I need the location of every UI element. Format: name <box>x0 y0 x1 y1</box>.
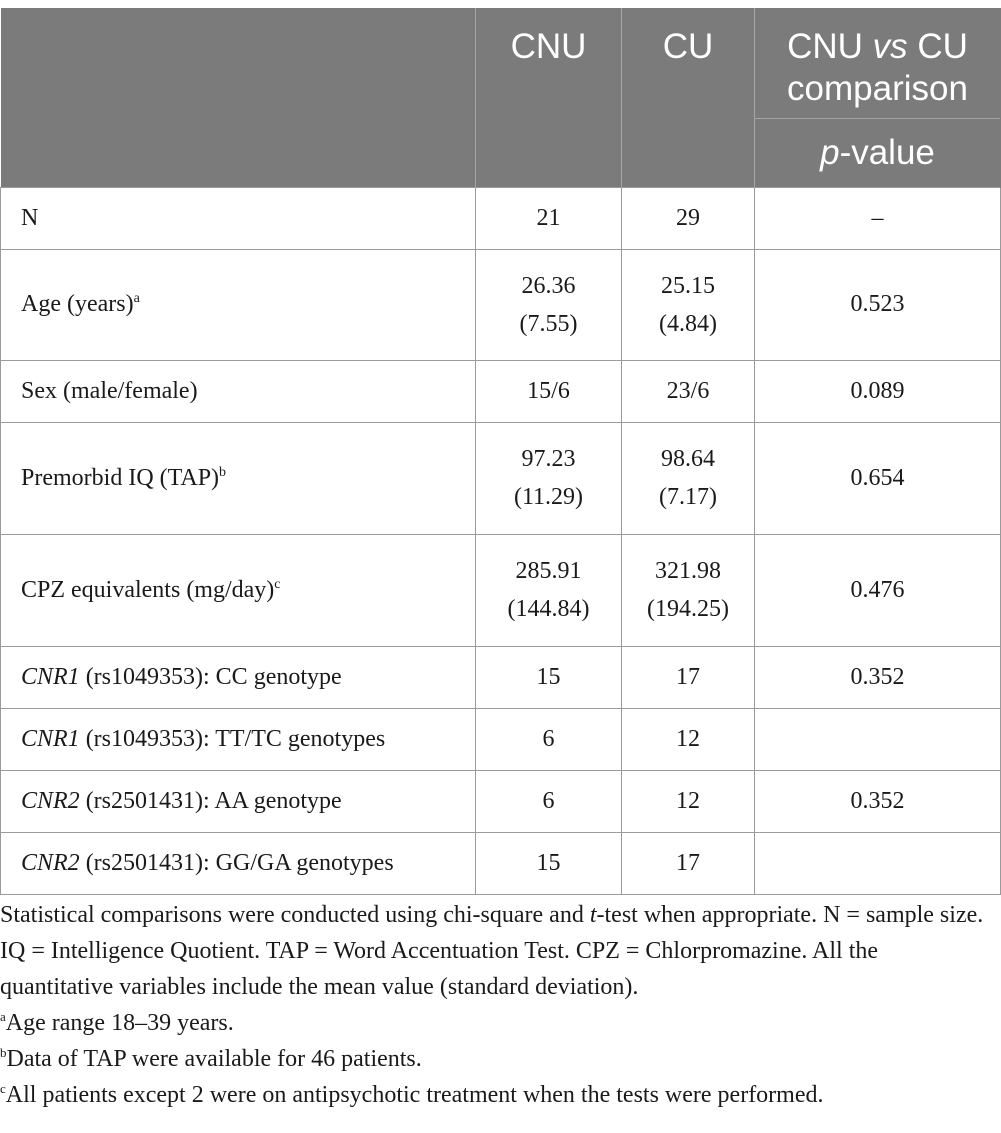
cnu-sd: (7.55) <box>519 310 578 337</box>
row-label <box>1 422 476 534</box>
table-body <box>1 187 1001 894</box>
cu-sd: (194.25) <box>647 596 729 622</box>
cu-mean: 25.15 <box>661 272 715 299</box>
cnu-sd: (144.84) <box>507 596 590 622</box>
footnote-a-text: Age range 18–39 years. <box>5 1010 234 1036</box>
cu-value: 17 <box>622 646 755 708</box>
cu-mean: 321.98 <box>655 558 721 584</box>
row-label-text: (rs2501431): GG/GA genotypes <box>79 849 394 876</box>
row-label <box>1 249 476 360</box>
table-row <box>1 708 1001 770</box>
row-label: N <box>1 187 476 249</box>
row-label-text: (rs2501431): AA genotype <box>79 787 342 814</box>
cnu-value: 15 <box>476 646 622 708</box>
row-label <box>1 534 476 646</box>
header-pvalue-p: p <box>820 132 840 172</box>
cu-value: 12 <box>622 770 755 832</box>
table-row <box>1 422 1001 534</box>
table-row <box>1 832 1001 894</box>
table-header <box>1 8 1001 187</box>
cu-value: 29 <box>622 187 755 249</box>
header-comparison-vs: vs <box>872 27 908 66</box>
cu-sd: (7.17) <box>659 484 717 510</box>
p-value <box>755 832 1001 894</box>
row-label-text: Premorbid IQ (TAP) <box>21 464 220 491</box>
row-label-text: CPZ equivalents (mg/day) <box>21 576 275 603</box>
cnu-sd: (11.29) <box>513 484 584 510</box>
cu-value <box>622 249 755 360</box>
p-value: 0.523 <box>755 249 1001 360</box>
table-row <box>1 187 1001 249</box>
row-label <box>1 708 476 770</box>
cnu-value: 15 <box>476 832 622 894</box>
demographics-table <box>0 8 1001 895</box>
header-comparison-part-a: CNU <box>787 27 873 66</box>
header-pvalue-rest: -value <box>839 132 935 172</box>
table-row <box>1 770 1001 832</box>
gene-name: CNR1 <box>21 663 80 690</box>
gene-name: CNR2 <box>21 849 80 876</box>
cnu-value <box>476 249 622 360</box>
cu-value: 12 <box>622 708 755 770</box>
p-value: 0.089 <box>755 360 1001 422</box>
p-value <box>755 708 1001 770</box>
footnote-marker: c <box>274 576 281 592</box>
p-value: 0.476 <box>755 534 1001 646</box>
cnu-value: 6 <box>476 708 622 770</box>
row-label-text: Age (years) <box>21 291 134 317</box>
table-row <box>1 249 1001 360</box>
row-label <box>1 646 476 708</box>
header-cu: CU <box>622 8 755 187</box>
row-label-text: (rs1049353): TT/TC genotypes <box>79 725 386 752</box>
table-footnotes <box>0 897 990 1113</box>
table-wrapper <box>0 8 1001 895</box>
footnote-marker: b <box>219 464 227 480</box>
footnote-main-part-b: -test when appropriate. N = sample size. IQ = Intelligence Quotient. TAP = Word Accentuation Test. CPZ = Chlorpromazine. All the quantitative variables include the mean value (standard deviation). <box>0 902 984 1000</box>
p-value: – <box>755 187 1001 249</box>
row-label: Sex (male/female) <box>1 360 476 422</box>
footnote-b <box>0 1041 990 1077</box>
gene-name: CNR1 <box>21 725 80 752</box>
row-label <box>1 832 476 894</box>
cnu-mean: 285.91 <box>515 558 582 584</box>
row-label-text: (rs1049353): CC genotype <box>79 663 342 690</box>
footnote-main-part-a: Statistical comparisons were conducted using chi-square and <box>0 902 590 928</box>
p-value: 0.352 <box>755 770 1001 832</box>
cnu-mean: 26.36 <box>521 272 576 299</box>
table-row <box>1 646 1001 708</box>
footnote-c-marker: c <box>0 1081 6 1096</box>
header-comparison-part-b: CU comparison <box>787 27 968 108</box>
cu-value <box>622 534 755 646</box>
footnote-c <box>0 1077 990 1113</box>
header-empty-cell <box>1 8 476 187</box>
cu-sd: (4.84) <box>659 310 717 337</box>
cnu-value: 21 <box>476 187 622 249</box>
footnote-a-marker: a <box>0 1009 6 1024</box>
cnu-mean: 97.23 <box>521 446 576 472</box>
footnote-a <box>0 1005 990 1041</box>
footnote-main-t: t <box>589 902 597 928</box>
cnu-value: 6 <box>476 770 622 832</box>
footnote-main <box>0 897 990 1005</box>
cnu-value: 15/6 <box>476 360 622 422</box>
table-row <box>1 360 1001 422</box>
header-pvalue <box>755 118 1001 187</box>
cnu-value <box>476 422 622 534</box>
cu-value: 17 <box>622 832 755 894</box>
p-value: 0.352 <box>755 646 1001 708</box>
cu-value <box>622 422 755 534</box>
p-value: 0.654 <box>755 422 1001 534</box>
footnote-b-marker: b <box>0 1045 7 1060</box>
header-comparison <box>755 8 1001 118</box>
table-row <box>1 534 1001 646</box>
footnote-marker: a <box>133 291 140 306</box>
row-label <box>1 770 476 832</box>
cu-value: 23/6 <box>622 360 755 422</box>
footnote-c-text: All patients except 2 were on antipsychotic treatment when the tests were performed. <box>5 1082 824 1108</box>
cu-mean: 98.64 <box>661 446 715 472</box>
header-cnu: CNU <box>476 8 622 187</box>
cnu-value <box>476 534 622 646</box>
gene-name: CNR2 <box>21 787 80 814</box>
footnote-b-text: Data of TAP were available for 46 patients. <box>6 1046 422 1072</box>
